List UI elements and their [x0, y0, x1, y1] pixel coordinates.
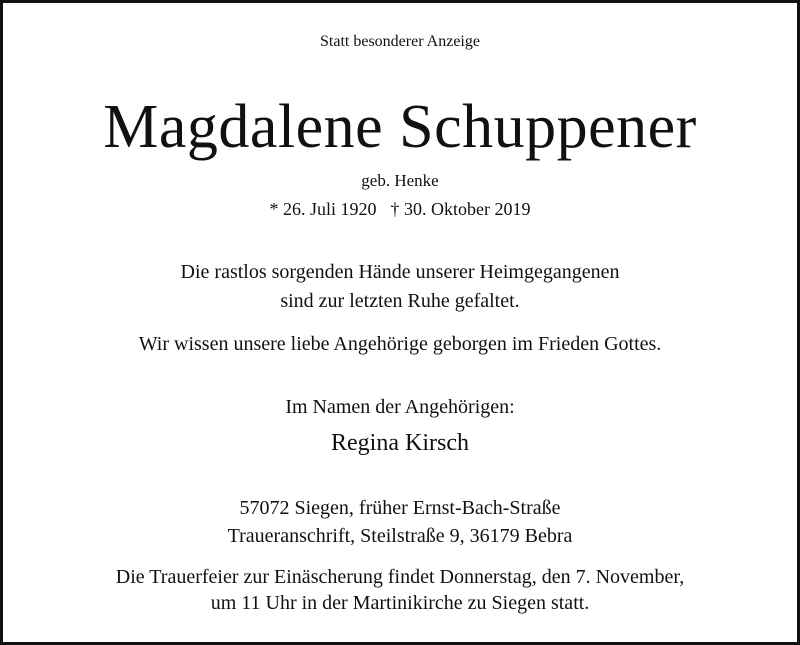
address-line-1: 57072 Siegen, früher Ernst-Bach-Straße: [239, 497, 561, 519]
address-line-2: Traueranschrift, Steilstraße 9, 36179 Bebra: [227, 525, 573, 547]
birth-name: geb. Henke: [361, 171, 439, 190]
faith-statement: Wir wissen unsere liebe Angehörige geborgen im Frieden Gottes.: [138, 333, 662, 355]
birth-date: * 26. Juli 1920: [269, 199, 377, 219]
on-behalf-label: Im Namen der Angehörigen:: [285, 396, 515, 418]
signer-name: Regina Kirsch: [331, 430, 469, 456]
verse-line-2: sind zur letzten Ruhe gefaltet.: [280, 290, 520, 312]
ceremony-line-1: Die Trauerfeier zur Einäscherung findet Donnerstag, den 7. November,: [115, 566, 685, 588]
header-note: Statt besonderer Anzeige: [320, 33, 480, 50]
life-dates: [0, 200, 800, 218]
deceased-name: Magdalene Schuppener: [103, 93, 697, 161]
ceremony-line-2: um 11 Uhr in der Martinikirche zu Siegen statt.: [210, 592, 590, 614]
verse-line-1: Die rastlos sorgenden Hände unserer Heimgegangenen: [180, 261, 620, 283]
death-date: † 30. Oktober 2019: [390, 199, 531, 219]
